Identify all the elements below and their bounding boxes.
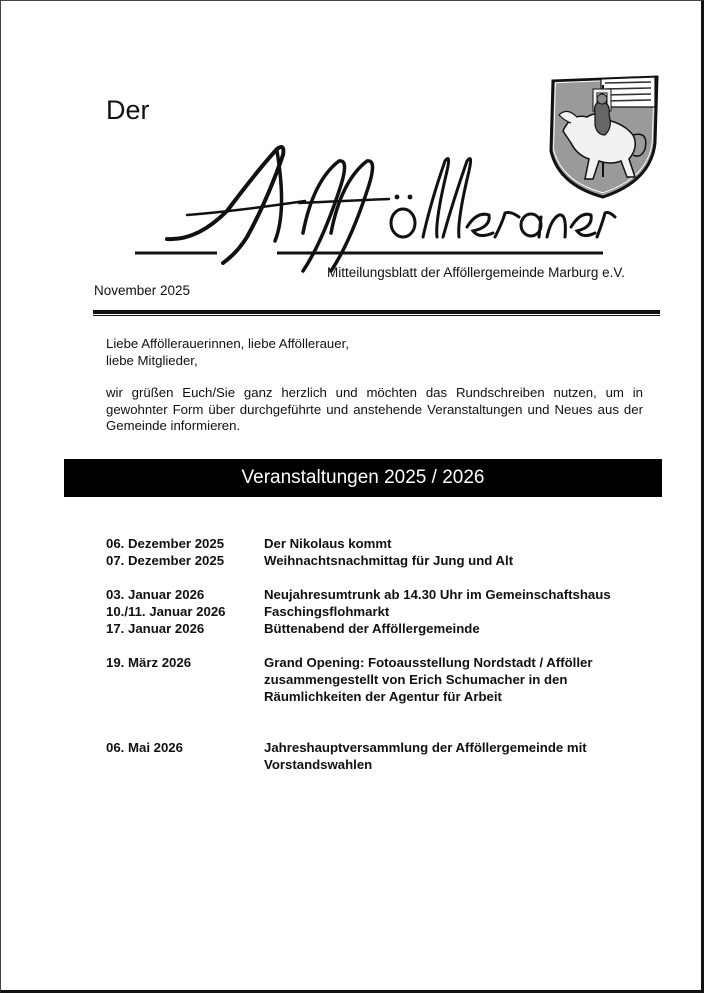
- event-description: Neujahresumtrunk ab 14.30 Uhr im Gemeinschaftshaus: [264, 587, 611, 602]
- event-date: 10./11. Januar 2026: [106, 604, 226, 619]
- spacer: [106, 569, 666, 586]
- greeting-line-2: liebe Mitglieder,: [106, 352, 198, 368]
- spacer: [106, 705, 666, 739]
- header-rule: [93, 310, 660, 314]
- event-description: Weihnachtsnachmittag für Jung und Alt: [264, 553, 514, 568]
- issue-month: November 2025: [94, 283, 191, 298]
- header-rule-thin: [93, 315, 660, 316]
- event-description: Grand Opening: Fotoausstellung Nordstadt / Afföller zusammengestellt von Erich Schumacher in den Räumlichkeiten der Agentur für Arbeit: [264, 655, 593, 704]
- event-row: [106, 654, 666, 705]
- event-row: [106, 535, 666, 552]
- greeting-line-1: Liebe Afföllerauerinnen, liebe Afföllerauer,: [106, 336, 349, 351]
- title-script-logo: [127, 141, 617, 281]
- event-row: [106, 586, 666, 603]
- subtitle: Mitteilungsblatt der Afföllergemeinde Marburg e.V.: [327, 265, 625, 280]
- event-description: Jahreshauptversammlung der Afföllergemeinde mit Vorstandswahlen: [264, 740, 587, 772]
- event-date: 17. Januar 2026: [106, 621, 205, 636]
- spacer: [106, 637, 666, 654]
- event-description: Faschingsflohmarkt: [264, 604, 390, 619]
- greeting: [106, 336, 646, 369]
- events-list: [106, 535, 666, 773]
- event-row: [106, 603, 666, 620]
- event-row: [106, 739, 666, 773]
- event-date: 19. März 2026: [106, 655, 192, 670]
- event-date: 07. Dezember 2025: [106, 553, 225, 568]
- event-date: 06. Dezember 2025: [106, 536, 225, 551]
- event-description: Der Nikolaus kommt: [264, 536, 392, 551]
- event-description: Büttenabend der Afföllergemeinde: [264, 621, 480, 636]
- intro-paragraph: wir grüßen Euch/Sie ganz herzlich und möchten das Rundschreiben nutzen, um in gewohnter Form über durchgeführte und anstehende Veranstaltungen und Neues aus der Gemeinde informieren.: [106, 385, 643, 433]
- event-row: [106, 620, 666, 637]
- event-date: 03. Januar 2026: [106, 587, 205, 602]
- event-date: 06. Mai 2026: [106, 740, 183, 755]
- event-row: [106, 552, 666, 569]
- header-der: Der: [106, 95, 150, 125]
- events-banner: Veranstaltungen 2025 / 2026: [64, 459, 662, 497]
